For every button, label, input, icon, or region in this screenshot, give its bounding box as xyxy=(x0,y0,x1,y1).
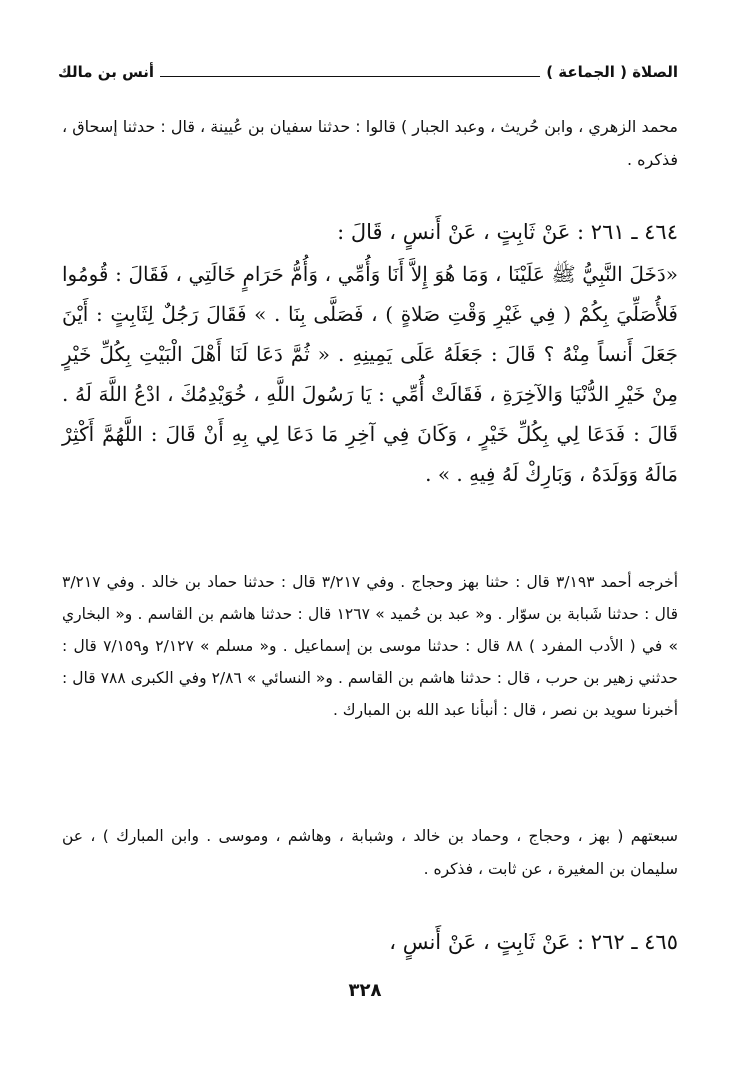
takhrij-paragraph xyxy=(62,566,678,726)
header-rule xyxy=(160,76,540,77)
intro-text: محمد الزهري ، وابن حُريث ، وعبد الجبار ) قالوا : حدثنا سفيان بن عُيينة ، قال : حدثنا إسحاق ، فذكره . xyxy=(62,117,678,169)
hadith-465-heading: ٤٦٥ ـ ٢٦٢ : عَنْ ثَابِتٍ ، عَنْ أَنسٍ ، xyxy=(389,930,678,954)
page-number: ٣٢٨ xyxy=(348,980,382,1001)
header-author-name: أنس بن مالك xyxy=(58,63,155,81)
takhrij-text: أخرجه أحمد ٣/١٩٣ قال : حثنا بهز وحجاج . وفي ٣/٢١٧ قال : حدثنا حماد بن خالد . وفي ٣/٢١٧ قال : حدثنا شَبابة بن سوّار . و« عبد بن حُميد » ١٢٦٧ قال : حدثنا هاشم بن القاسم . و« البخاري » في ( الأدب المفرد ) ٨٨ قال : حدثنا موسى بن إسماعيل . و« مسلم » ٢/١٢٧ و٧/١٥٩ قال : حدثني زهير بن حرب ، قال : حدثنا هاشم بن القاسم . و« النسائي » ٢/٨٦ وفي الكبرى ٧٨٨ قال : أخبرنا سويد بن نصر ، قال : أنبأنا عبد الله بن المبارك . xyxy=(62,573,679,719)
summary-text: سبعتهم ( بهز ، وحجاج ، وحماد بن خالد ، وشبابة ، وهاشم ، وموسى . وابن المبارك ) ، عن سليمان بن المغيرة ، عن ثابت ، فذكره . xyxy=(62,827,678,878)
hadith-464-text: «دَخَلَ النَّبِيُّ ﷺ عَلَيْنَا ، وَمَا هُوَ إِلاَّ أَنَا وَأُمِّي ، وَأُمُّ حَرَامٍ خَالَتِي ، فَقَالَ : قُومُوا فَلأُصَلِّيَ بِكُمْ ( فِي غَيْرِ وَقْتِ صَلاةٍ ) ، فَصَلَّى بِنَا . » فَقَالَ رَجُلٌ لِثَابِتٍ : أَيْنَ جَعَلَ أَنساً مِنْهُ ؟ قَالَ : جَعَلَهُ عَلَى يَمِينِهِ . « ثُمَّ دَعَا لَنَا أَهْلَ الْبَيْتِ بِكُلِّ خَيْرٍ مِنْ خَيْرِ الدُّنْيَا وَالآخِرَةِ ، فَقَالَتْ أُمِّي : يَا رَسُولَ اللَّهِ ، خُوَيْدِمُكَ ، ادْعُ اللَّهَ لَهُ . قَالَ : فَدَعَا لِي بِكُلِّ خَيْرٍ ، وَكَانَ فِي آخِرِ مَا دَعَا لِي بِهِ أَنْ قَالَ : اللَّهُمَّ أَكْثِرْ مَالَهُ وَوَلَدَهُ ، وَبَارِكْ لَهُ فِيهِ . » . xyxy=(62,262,678,486)
intro-paragraph xyxy=(62,110,678,176)
hadith-464-text-block xyxy=(62,254,678,494)
hadith-464-heading: ٤٦٤ ـ ٢٦١ : عَنْ ثَابِتٍ ، عَنْ أَنسٍ ، قَالَ : xyxy=(337,220,678,244)
running-header xyxy=(58,58,678,86)
summary-paragraph xyxy=(62,820,678,886)
header-chapter-title: الصلاة ( الجماعة ) xyxy=(546,63,678,81)
